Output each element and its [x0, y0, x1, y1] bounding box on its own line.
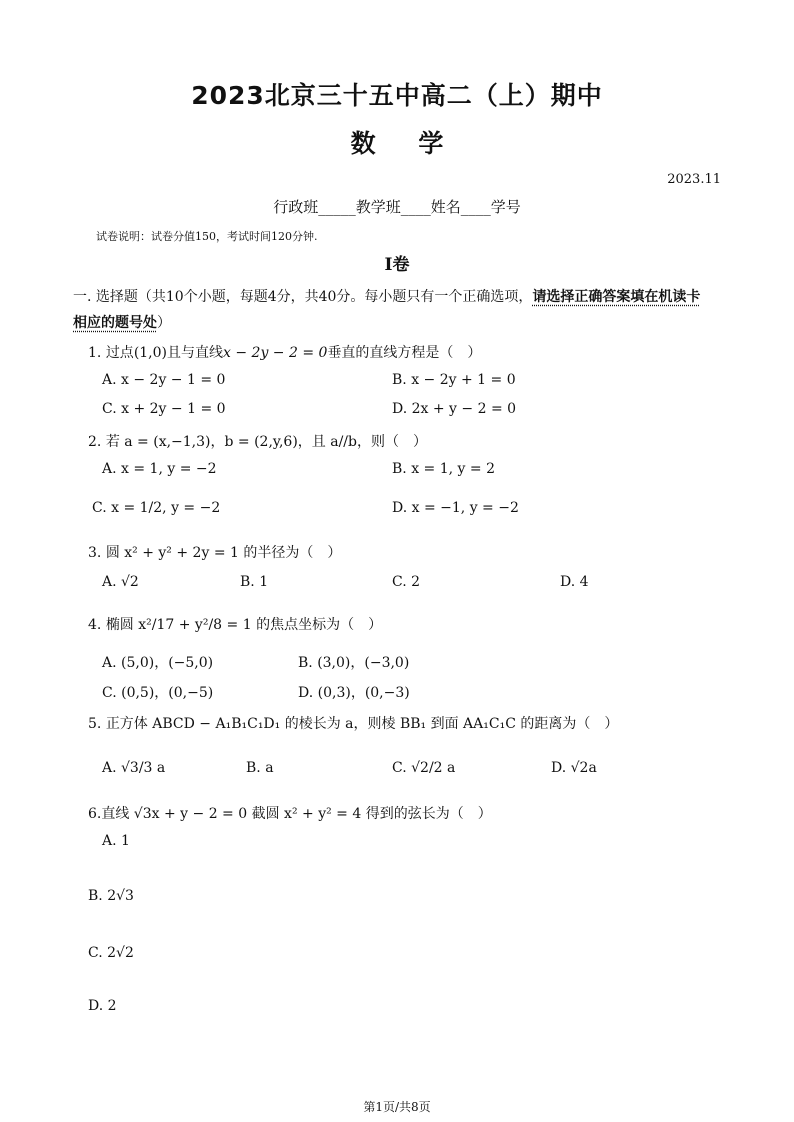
exam-title: 2023北京三十五中高二（上）期中 — [191, 81, 603, 110]
q5-option-b: B. a — [246, 760, 274, 776]
q1-option-a: A. x − 2y − 1 = 0 — [102, 372, 226, 388]
question-text: 且与直线 — [167, 345, 224, 361]
question-text: 正方体 ABCD − A₁B₁C₁D₁ 的棱长为 a，则棱 BB₁ 到面 AA₁C₁C 的距离为（ ） — [105, 716, 619, 732]
exam-note: 试卷说明：试卷分值150，考试时间120分钟. — [96, 230, 318, 243]
section-emphasis-a: 请选择正确答案填在机读卡 — [532, 289, 701, 305]
question-5 — [88, 713, 618, 733]
question-math: (1,0) — [133, 345, 168, 361]
q2-option-a: A. x = 1, y = −2 — [102, 461, 217, 477]
q4-option-d: D. (0,3)，(0,−3) — [298, 685, 410, 701]
section-intro — [73, 286, 700, 306]
question-4 — [88, 614, 382, 634]
question-number: 4. — [88, 617, 102, 633]
q4-option-a: A. (5,0)，(−5,0) — [102, 655, 214, 671]
question-number: 6. — [88, 806, 102, 822]
question-number: 2. — [88, 434, 102, 450]
q6-option-d: D. 2 — [88, 998, 117, 1014]
q1-option-d: D. 2x + y − 2 = 0 — [392, 401, 517, 417]
question-text: 过点 — [105, 345, 134, 361]
question-text: 若 a = (x,−1,3)，b = (2,y,6)，且 a//b，则（ ） — [105, 434, 427, 450]
volume-heading: I卷 — [384, 255, 410, 275]
question-text: 垂直的直线方程是（ ） — [327, 345, 482, 361]
student-info-fields: 行政班_____教学班____姓名____学号 — [273, 198, 521, 216]
question-6 — [88, 803, 492, 823]
question-3 — [88, 542, 341, 562]
question-2 — [88, 431, 427, 451]
q4-option-b: B. (3,0)，(−3,0) — [298, 655, 410, 671]
question-number: 3. — [88, 545, 102, 561]
q1-option-c: C. x + 2y − 1 = 0 — [102, 401, 226, 417]
q3-option-d: D. 4 — [560, 574, 589, 590]
q3-option-b: B. 1 — [240, 574, 269, 590]
section-intro-line2 — [73, 312, 171, 332]
q2-option-c: C. x = 1/2, y = −2 — [92, 500, 221, 516]
question-number: 5. — [88, 716, 102, 732]
section-emphasis-b: 相应的题号处 — [73, 315, 157, 331]
question-number: 1. — [88, 345, 102, 361]
exam-date: 2023.11 — [667, 172, 721, 187]
q2-option-b: B. x = 1, y = 2 — [392, 461, 495, 477]
question-math: x − 2y − 2 = 0 — [223, 345, 328, 361]
question-text: 直线 √3x + y − 2 = 0 截圆 x² + y² = 4 得到的弦长为（ ） — [101, 806, 492, 822]
q5-option-a: A. √3/3 a — [102, 760, 166, 776]
q6-option-b: B. 2√3 — [88, 888, 134, 904]
q5-option-c: C. √2/2 a — [392, 760, 456, 776]
question-text: 圆 x² + y² + 2y = 1 的半径为（ ） — [105, 545, 342, 561]
q6-option-a: A. 1 — [102, 833, 130, 849]
page-footer: 第1页/共8页 — [363, 1100, 431, 1114]
q2-option-d: D. x = −1, y = −2 — [392, 500, 519, 516]
q6-option-c: C. 2√2 — [88, 945, 134, 961]
question-1 — [88, 342, 481, 362]
q4-option-c: C. (0,5)，(0,−5) — [102, 685, 214, 701]
q5-option-d: D. √2a — [551, 760, 597, 776]
section-intro-text: 一. 选择题（共10个小题，每题4分，共40分。每小题只有一个正确选项， — [73, 289, 533, 305]
q1-option-b: B. x − 2y + 1 = 0 — [392, 372, 516, 388]
q3-option-a: A. √2 — [102, 574, 139, 590]
question-text: 椭圆 x²/17 + y²/8 = 1 的焦点坐标为（ ） — [105, 617, 383, 633]
section-close: ） — [157, 315, 171, 331]
subject-heading: 数 学 — [350, 129, 444, 158]
q3-option-c: C. 2 — [392, 574, 421, 590]
